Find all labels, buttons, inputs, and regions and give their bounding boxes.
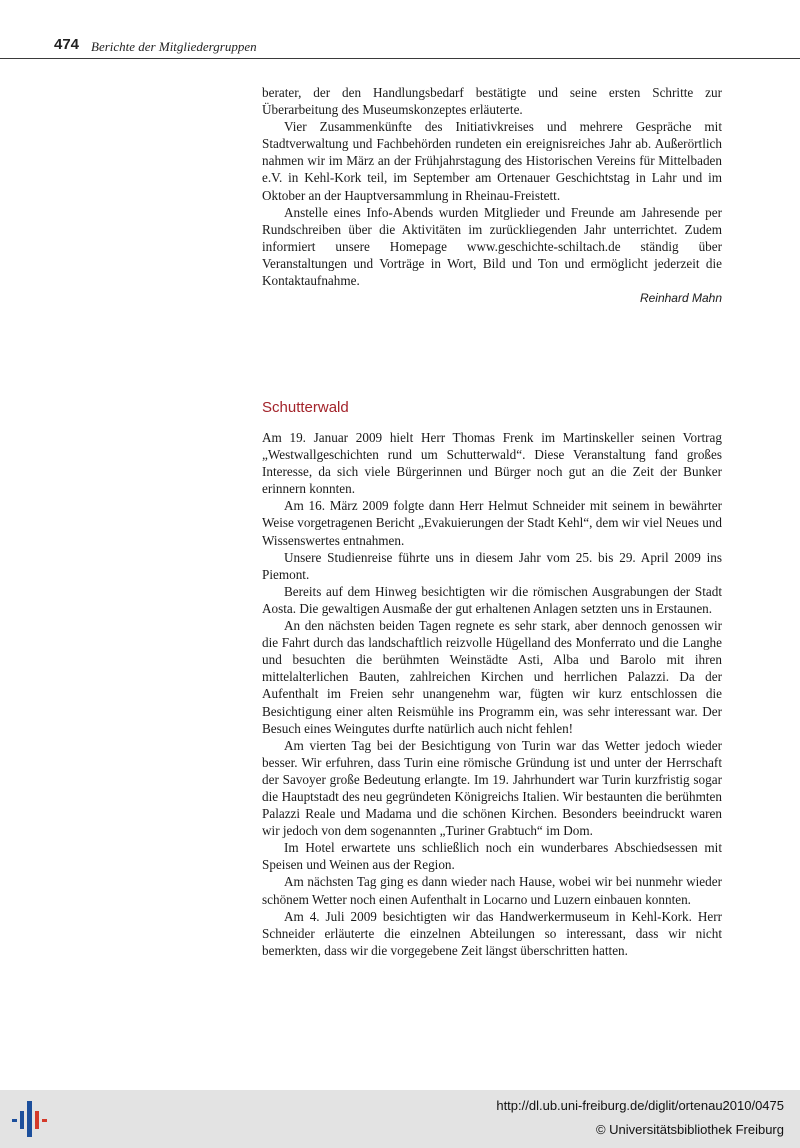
section-continued-text xyxy=(262,84,722,307)
paragraph: Am vierten Tag bei der Besichtigung von Turin war das Wetter jedoch wieder besser. Wir erfuhren, dass Turin eine römische Gründung ist und unter der Herrschaft der Savoyer große Bedeutung erlangte. Im 19. Jahrhundert war Turin kurzfristig sogar die Hauptstadt des neu gegründeten Königreichs Italien. Wir bestaunten die berühmten Palazzi Reale und Madama und die schönen Kirchen. Besonders beeindruckt waren wir jedoch von dem sogenannten „Turiner Grabtuch“ im Dom. xyxy=(262,737,722,839)
section-heading: Schutterwald xyxy=(262,399,349,416)
paragraph: Am 4. Juli 2009 besichtigten wir das Handwerkermuseum in Kehl-Kork. Herr Schneider erläuterte die einzelnen Abteilungen so interessant, dass wir nicht bemerkten, dass wir die vorgegebene Zeit längst überschritten hatten. xyxy=(262,908,722,958)
author-signature: Reinhard Mahn xyxy=(639,291,722,306)
paragraph: Am nächsten Tag ging es dann wieder nach Hause, wobei wir bei nunmehr wieder schönem Wetter noch einen Aufenthalt in Locarno und Luzern einbauen konnten. xyxy=(262,874,722,907)
paragraph: Am 19. Januar 2009 hielt Herr Thomas Frenk im Martinskeller seinen Vortrag „Westwallgeschichten rund um Schutterwald“. Diese Veranstaltung fand großes Interesse, da sich viele Bürgerinnen und Bürger noch gut an die Zeit der Bunker erinnern konnten. xyxy=(262,430,722,497)
paragraph: Vier Zusammenkünfte des Initiativkreises und mehrere Gespräche mit Stadtverwaltung und Fachbehörden rundeten ein ereignisreiches Jahr ab. Außerörtlich nahmen wir im März an der Frühjahrstagung des Historischen Vereins für Mittelbaden e.V. in Kehl-Kork teil, im September am Ortenauer Geschichtstag in Lahr und im Oktober an der Hauptversammlung in Rheinau-Freistett. xyxy=(262,119,722,203)
page-header xyxy=(0,0,800,59)
footer-copyright: © Universitätsbibliothek Freiburg xyxy=(595,1122,784,1137)
paragraph: Am 16. März 2009 folgte dann Herr Helmut Schneider mit seinem in bewährter Weise vorgetragenen Bericht „Evakuierungen der Stadt Kehl“, dem wir viel Neues und Wissenswertes entnahmen. xyxy=(262,498,722,548)
footer-bar xyxy=(0,1090,800,1148)
library-logo-icon xyxy=(8,1097,56,1141)
footer-url-link[interactable]: http://dl.ub.uni-freiburg.de/diglit/ortenau2010/0475 xyxy=(496,1098,784,1113)
page-number: 474 xyxy=(54,36,80,53)
paragraph: Unsere Studienreise führte uns in diesem Jahr vom 25. bis 29. April 2009 ins Piemont. xyxy=(262,549,722,582)
paragraph: An den nächsten beiden Tagen regnete es sehr stark, aber dennoch genossen wir die Fahrt durch das landschaftlich reizvolle Hügelland des Monferrato und die Langhe und besuchten die berühmten Weinstädte Asti, Alba und Barolo mit ihren mittelalterlichen Bauten, zahlreichen Kirchen und herrlichen Palazzi. Da der Aufenthalt im Freien sehr unangenehm war, fügten wir kurz entschlossen die Besichtigung einer alten Reismühle ins Programm ein, was sehr interessant war. Der Besuch eines Weingutes durfte natürlich auch nicht fehlen! xyxy=(262,618,722,736)
paragraph: Anstelle eines Info-Abends wurden Mitglieder und Freunde am Jahresende per Rundschreiben über die Aktivitäten im zurückliegenden Jahr unterrichtet. Zudem informiert unsere Homepage www.geschichte-schiltach.de ständig über Veranstaltungen und Vorträge in Wort, Bild und Ton und ermöglicht jederzeit die Kontaktaufnahme. xyxy=(262,204,722,289)
running-title: Berichte der Mitgliedergruppen xyxy=(91,39,257,54)
paragraph: berater, der den Handlungsbedarf bestätigte und seine ersten Schritte zur Überarbeitung des Museumskonzeptes erläuterte. xyxy=(262,85,722,118)
paragraph: Bereits auf dem Hinweg besichtigten wir die römischen Ausgrabungen der Stadt Aosta. Die gewaltigen Ausmaße der gut erhaltenen Anlagen setzten uns in Erstaunen. xyxy=(262,583,722,616)
paragraph: Im Hotel erwartete uns schließlich noch ein wunderbares Abschiedsessen mit Speisen und Weinen aus der Region. xyxy=(262,840,722,873)
section-body-text xyxy=(262,429,722,959)
